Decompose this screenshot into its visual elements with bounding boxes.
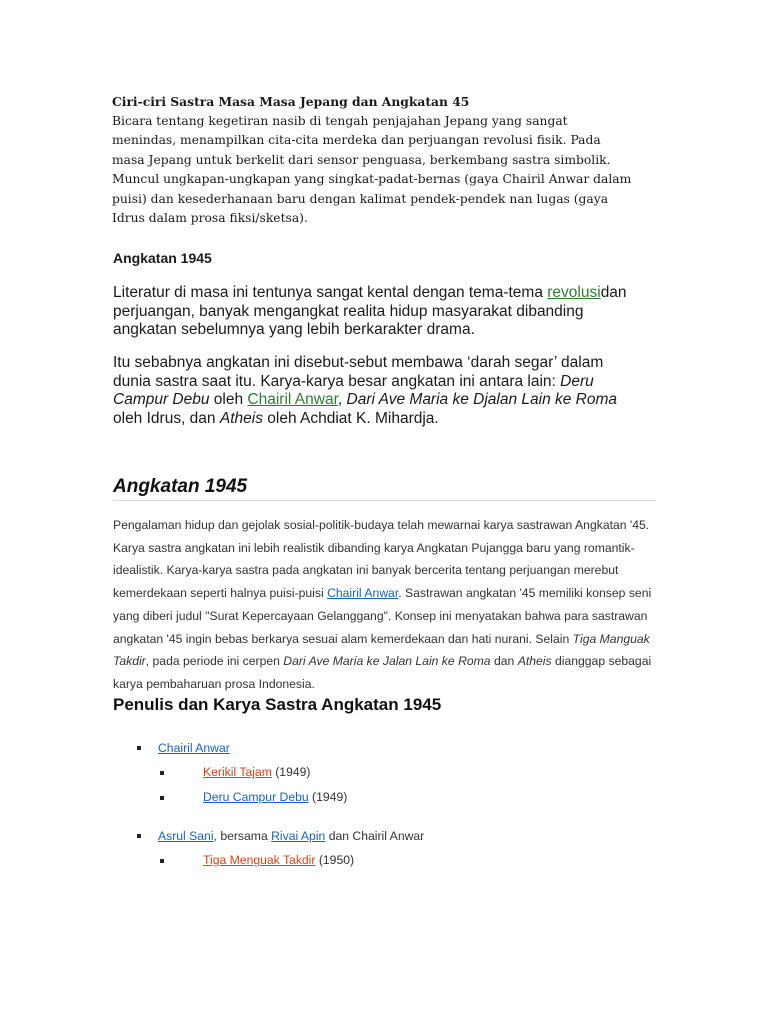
intro-section <box>112 92 632 229</box>
list-bullet <box>160 859 164 863</box>
asrul-sani-link[interactable]: Asrul Sani <box>158 829 214 843</box>
intro-body: Bicara tentang kegetiran nasib di tengah penjajahan Jepang yang sangat menindas, menampilkan cita-cita merdeka dan perjuangan revolusi fisik. Pada masa Jepang untuk berkelit dari sensor penguasa, berkembang sastra simbolik. Muncul ungkapan-ungkapan yang singkat-padat-bernas (gaya Chairil Anwar dalam puisi) dan kesederhanaan baru dengan kalimat pendek-pendek nan lugas (gaya Idrus dalam prosa fiksi/sketsa). <box>112 113 632 225</box>
intro-heading: Ciri-ciri Sastra Masa Masa Jepang dan Angkatan 45 <box>112 94 470 109</box>
kerikil-tajam-link[interactable]: Kerikil Tajam <box>203 765 272 779</box>
authors-works-heading: Penulis dan Karya Sastra Angkatan 1945 <box>113 695 442 714</box>
work-title: Dari Ave Maria ke Djalan Lain ke Roma <box>346 391 618 408</box>
list-bullet <box>160 771 164 775</box>
angkatan-paragraph-2: Itu sebabnya angkatan ini disebut-sebut membawa ‘darah segar’ dalam dunia sastra saat itu. Karya-karya besar angkatan ini antara lain: Deru Campur Debu oleh Chairil Anwar, Dari Ave Maria ke Djalan Lain ke Roma oleh Idrus, dan Atheis oleh Achdiat K. Mihardja. <box>113 354 618 427</box>
work-title: Deru Campur Debu <box>113 372 594 408</box>
revolusi-link[interactable]: revolusi <box>547 284 601 301</box>
angkatan-1945-heading: Angkatan 1945 <box>113 476 248 497</box>
chairil-anwar-link[interactable]: Chairil Anwar <box>327 586 399 601</box>
angkatan-article-paragraph: Pengalaman hidup dan gejolak sosial-politik-budaya telah mewarnai karya sastrawan Angkatan '45. Karya sastra angkatan ini lebih realistik dibanding karya Angkatan Pujangga baru yang romantik-idealistik. Karya-karya sastra pada angkatan ini banyak bercerita tentang perjuangan merebut kemerdekaan seperti halnya puisi-puisi Chairil Anwar. Sastrawan angkatan '45 memiliki konsep seni yang diberi judul "Surat Kepercayaan Gelanggang". Konsep ini menyatakan bahwa para sastrawan angkatan '45 ingin bebas berkarya sesuai alam kemerdekaan dan hati nurani. Selain Tiga Manguak Takdir, pada periode ini cerpen Dari Ave Maria ke Jalan Lain ke Roma dan Atheis dianggap sebagai karya pembaharuan prosa Indonesia. <box>113 518 652 691</box>
work-title: Tiga Manguak Takdir <box>113 631 650 669</box>
work-list-item: Kerikil Tajam (1949) <box>203 765 311 779</box>
chairil-anwar-link[interactable]: Chairil Anwar <box>247 391 338 408</box>
list-bullet <box>137 834 141 838</box>
work-list-item: Tiga Menguak Takdir (1950) <box>203 853 355 867</box>
rivai-apin-link[interactable]: Rivai Apin <box>271 829 326 843</box>
author-list-item <box>158 741 230 755</box>
work-title: Atheis <box>219 409 263 427</box>
list-bullet <box>160 796 164 800</box>
work-title: Dari Ave Maria ke Jalan Lain ke Roma <box>283 654 491 669</box>
angkatan-1945-subheading: Angkatan 1945 <box>113 250 212 266</box>
work-list-item: Deru Campur Debu (1949) <box>203 790 348 804</box>
work-title: Atheis <box>517 654 552 669</box>
angkatan-paragraph-1: Literatur di masa ini tentunya sangat kental dengan tema-tema revolusidan perjuangan, banyak mengangkat realita hidup masyarakat dibanding angkatan sebelumnya yang lebih berkarakter drama. <box>113 284 627 338</box>
heading-divider <box>113 500 656 501</box>
author-list-item: Asrul Sani, bersama Rivai Apin dan Chairil Anwar <box>158 829 425 843</box>
deru-campur-debu-link[interactable]: Deru Campur Debu <box>203 790 309 804</box>
list-bullet <box>137 746 141 750</box>
chairil-anwar-link[interactable]: Chairil Anwar <box>158 741 230 755</box>
tiga-menguak-takdir-link[interactable]: Tiga Menguak Takdir <box>203 853 316 867</box>
